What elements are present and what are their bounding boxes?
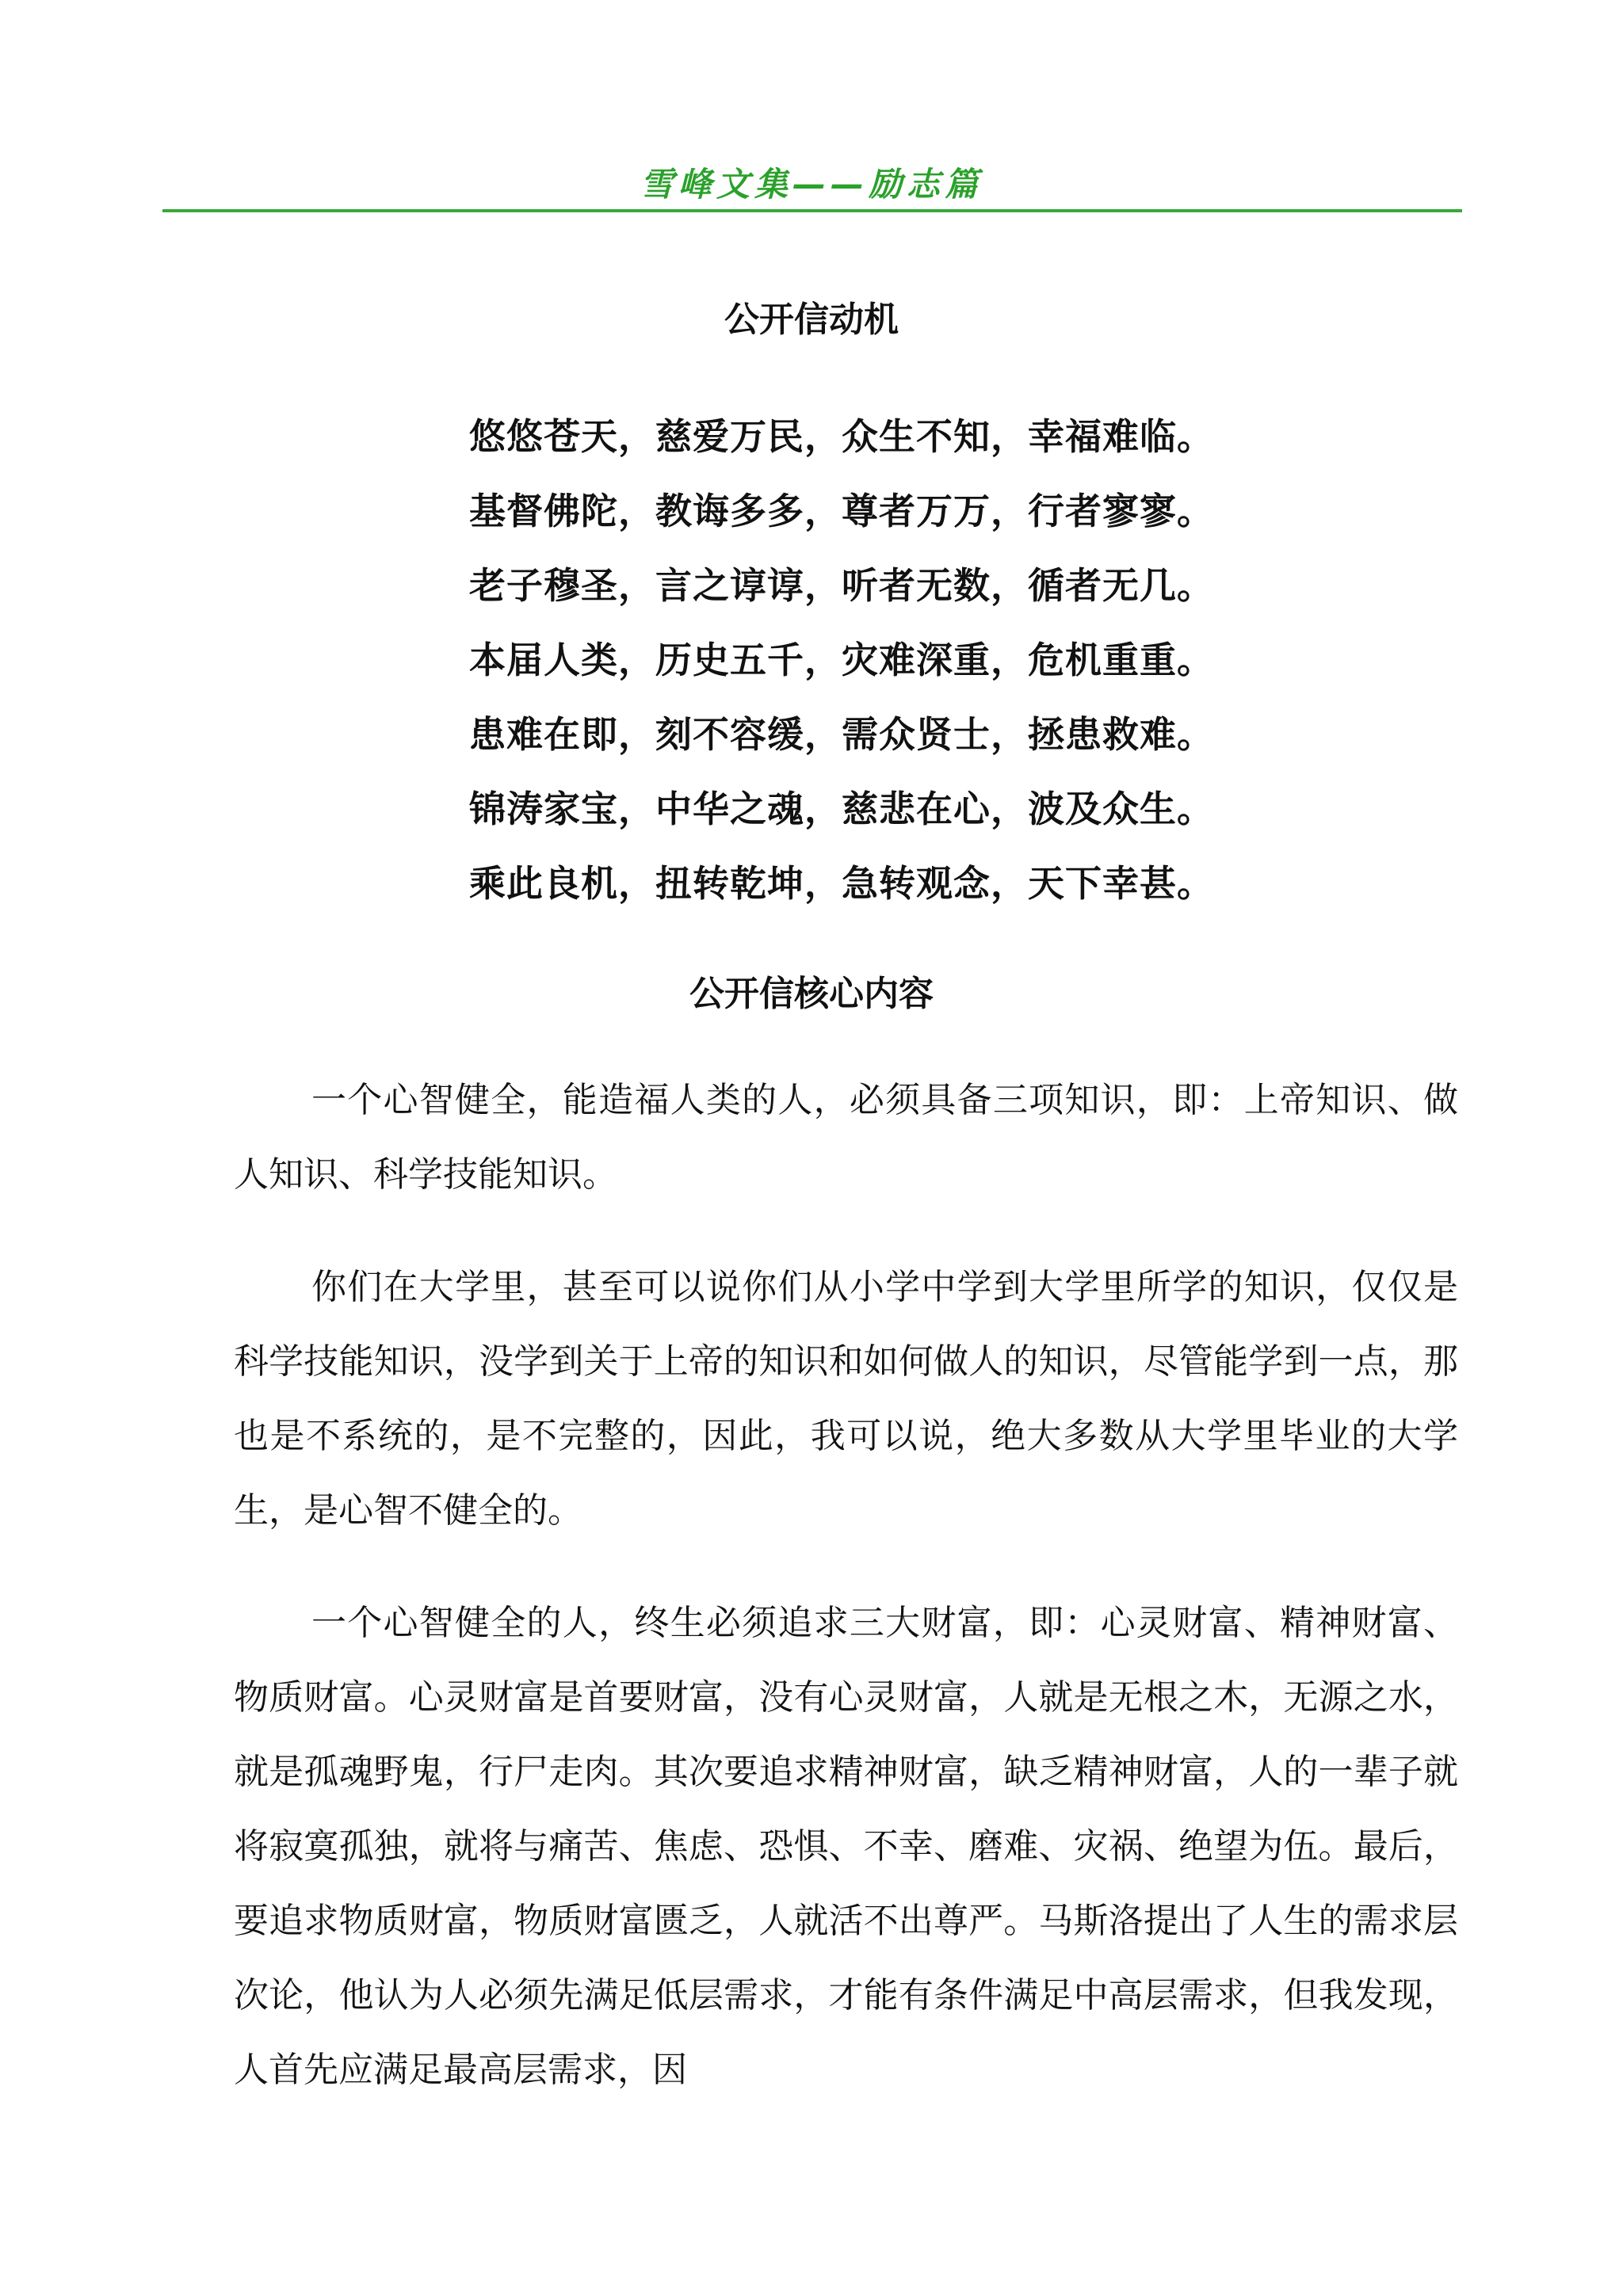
section-title-core-content: 公开信核心内容: [689, 974, 934, 1014]
body-paragraph: 一个心智健全，能造福人类的人，必须具备三项知识，即：上帝知识、做人知识、科学技能知识。: [234, 1080, 1458, 1195]
verse-line: 老子穆圣，言之谆谆，听者无数，循者无几。: [469, 564, 1214, 607]
verse-line: 悠悠苍天，慈爱万民，众生不知，幸福难临。: [469, 415, 1214, 458]
verse-line: 患难在即，刻不容缓，需众贤士，拯患救难。: [469, 713, 1214, 756]
verse-line: 基督佛陀，教诲多多，尊者万万，行者寥寥。: [469, 490, 1214, 532]
body-paragraph: 一个心智健全的人，终生必须追求三大财富，即：心灵财富、精神财富、物质财富。心灵财富是首要财富，没有心灵财富，人就是无根之木，无源之水，就是孤魂野鬼，行尸走肉。其次要追求精神财富，缺乏精神财富，人的一辈子就将寂寞孤独，就将与痛苦、焦虑、恐惧、不幸、磨难、灾祸、绝望为伍。最后，要追求物质财富，物质财富匮乏，人就活不出尊严。马斯洛提出了人生的需求层次论，他认为人必须先满足低层需求，才能有条件满足中高层需求，但我发现，人首先应满足最高层需求，因: [234, 1603, 1458, 2090]
header-divider: [162, 209, 1462, 212]
verse-line: 本届人类，历史五千，灾难深重，危机重重。: [469, 639, 1214, 681]
verse-line: 锦涛家宝，中华之魂，慈悲在心，波及众生。: [469, 788, 1214, 830]
body-paragraph: 你们在大学里，甚至可以说你们从小学中学到大学里所学的知识，仅仅是科学技能知识，没学到关于上帝的知识和如何做人的知识，尽管能学到一点，那也是不系统的，是不完整的，因此，我可以说，绝大多数从大学里毕业的大学生，是心智不健全的。: [234, 1267, 1458, 1531]
verse-line: 乘此良机，扭转乾坤，急转观念，天下幸甚。: [469, 862, 1214, 905]
section-title-motivation: 公开信动机: [724, 299, 899, 340]
running-header: 雪峰文集——励志篇: [640, 165, 983, 204]
